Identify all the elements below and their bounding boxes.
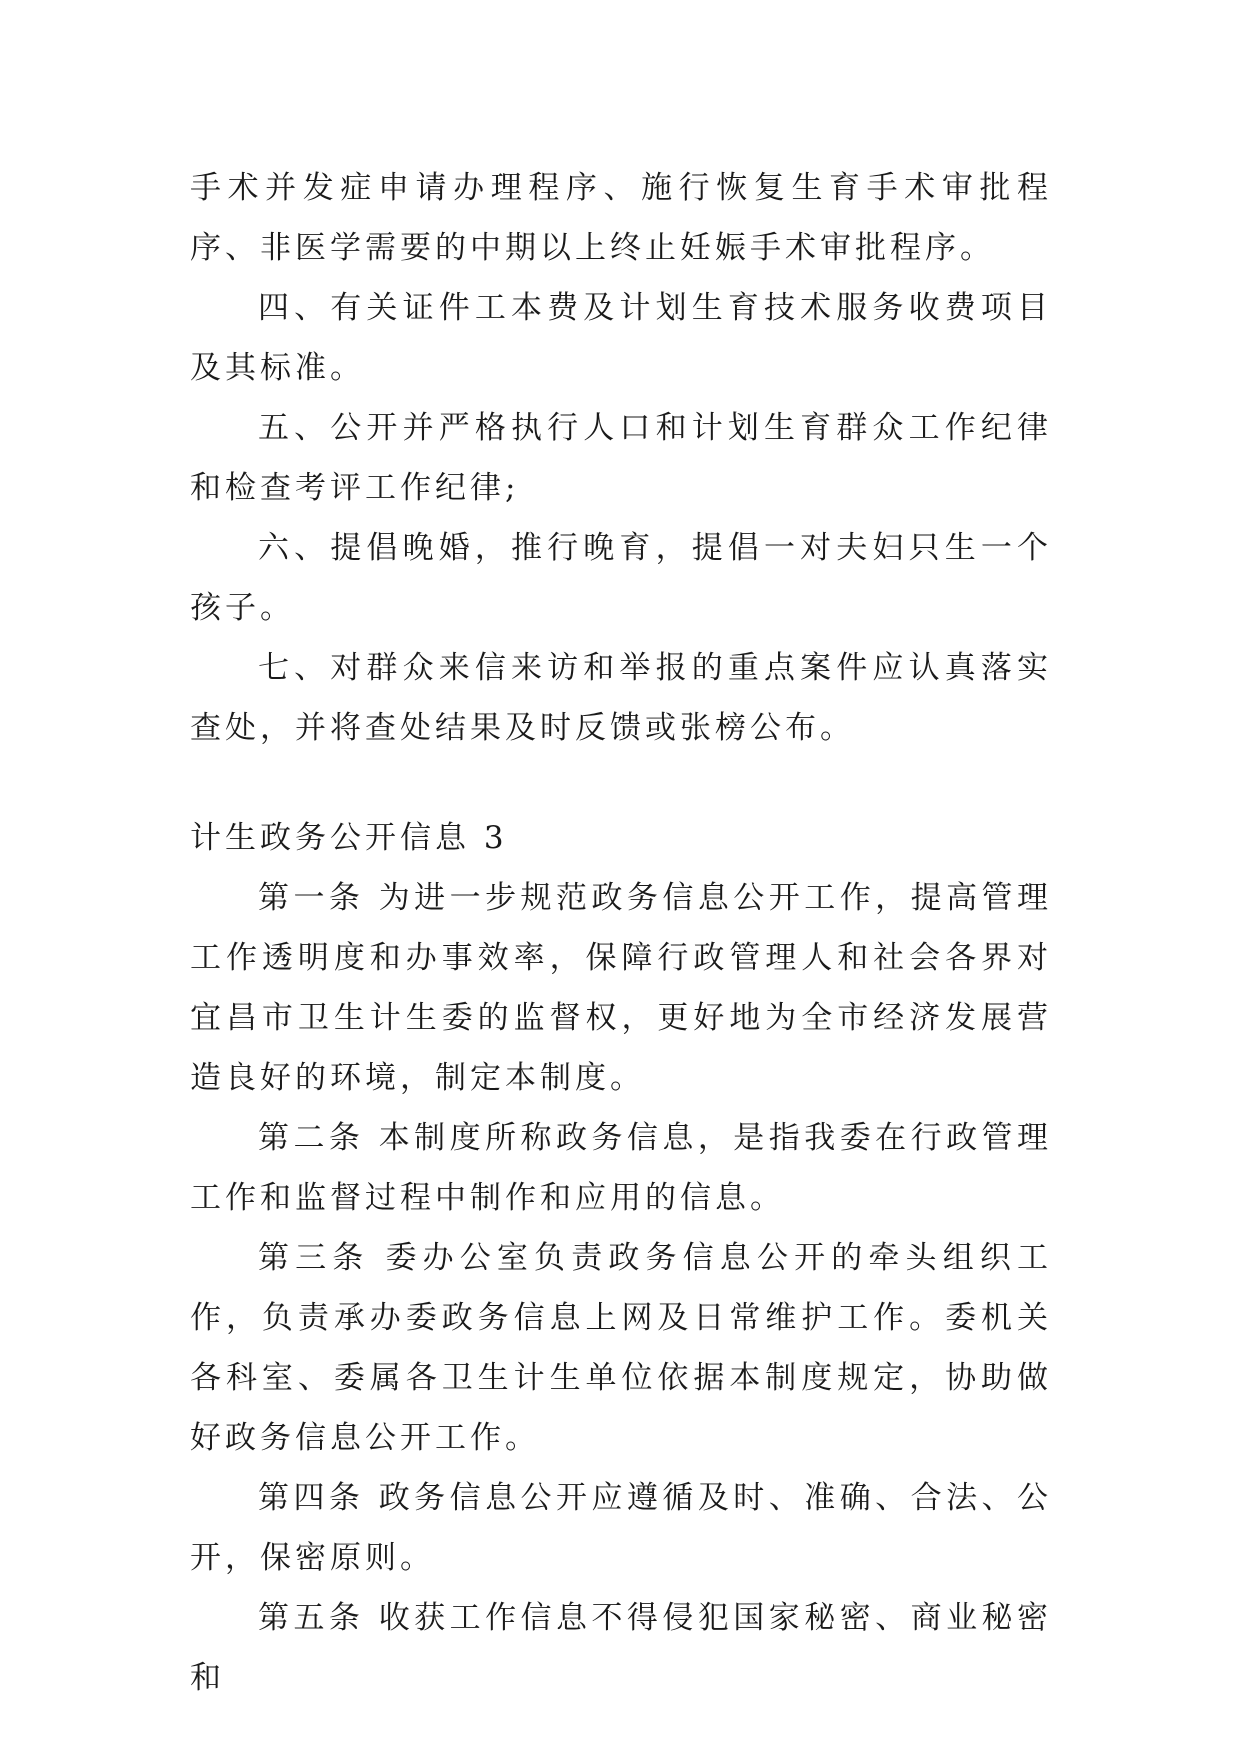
- article-3: 第三条 委办公室负责政务信息公开的牵头组织工作，负责承办委政务信息上网及日常维护工作。委机关各科室、委属各卫生计生单位依据本制度规定，协助做好政务信息公开工作。: [190, 1240, 1052, 1456]
- paragraph-item-4: 四、有关证件工本费及计划生育技术服务收费项目及其标准。: [190, 290, 1052, 386]
- paragraph-item-5: 五、公开并严格执行人口和计划生育群众工作纪律和检查考评工作纪律;: [190, 410, 1052, 506]
- article-4: 第四条 政务信息公开应遵循及时、准确、合法、公开，保密原则。: [190, 1480, 1052, 1576]
- paragraph-item-7: 七、对群众来信来访和举报的重点案件应认真落实查处，并将查处结果及时反馈或张榜公布。: [190, 650, 1052, 746]
- article-1: 第一条 为进一步规范政务信息公开工作，提高管理工作透明度和办事效率，保障行政管理人和社会各界对宜昌市卫生计生委的监督权，更好地为全市经济发展营造良好的环境，制定本制度。: [190, 880, 1052, 1096]
- article-5: 第五条 收获工作信息不得侵犯国家秘密、商业秘密和: [190, 1600, 1052, 1696]
- article-2: 第二条 本制度所称政务信息，是指我委在行政管理工作和监督过程中制作和应用的信息。: [190, 1120, 1052, 1216]
- section-title: 计生政务公开信息 3: [190, 820, 508, 856]
- document-body: [190, 158, 1052, 1708]
- paragraph-item-6: 六、提倡晚婚，推行晚育，提倡一对夫妇只生一个孩子。: [190, 530, 1052, 626]
- paragraph-continuation: 手术并发症申请办理程序、施行恢复生育手术审批程序、非医学需要的中期以上终止妊娠手术审批程序。: [190, 170, 1052, 266]
